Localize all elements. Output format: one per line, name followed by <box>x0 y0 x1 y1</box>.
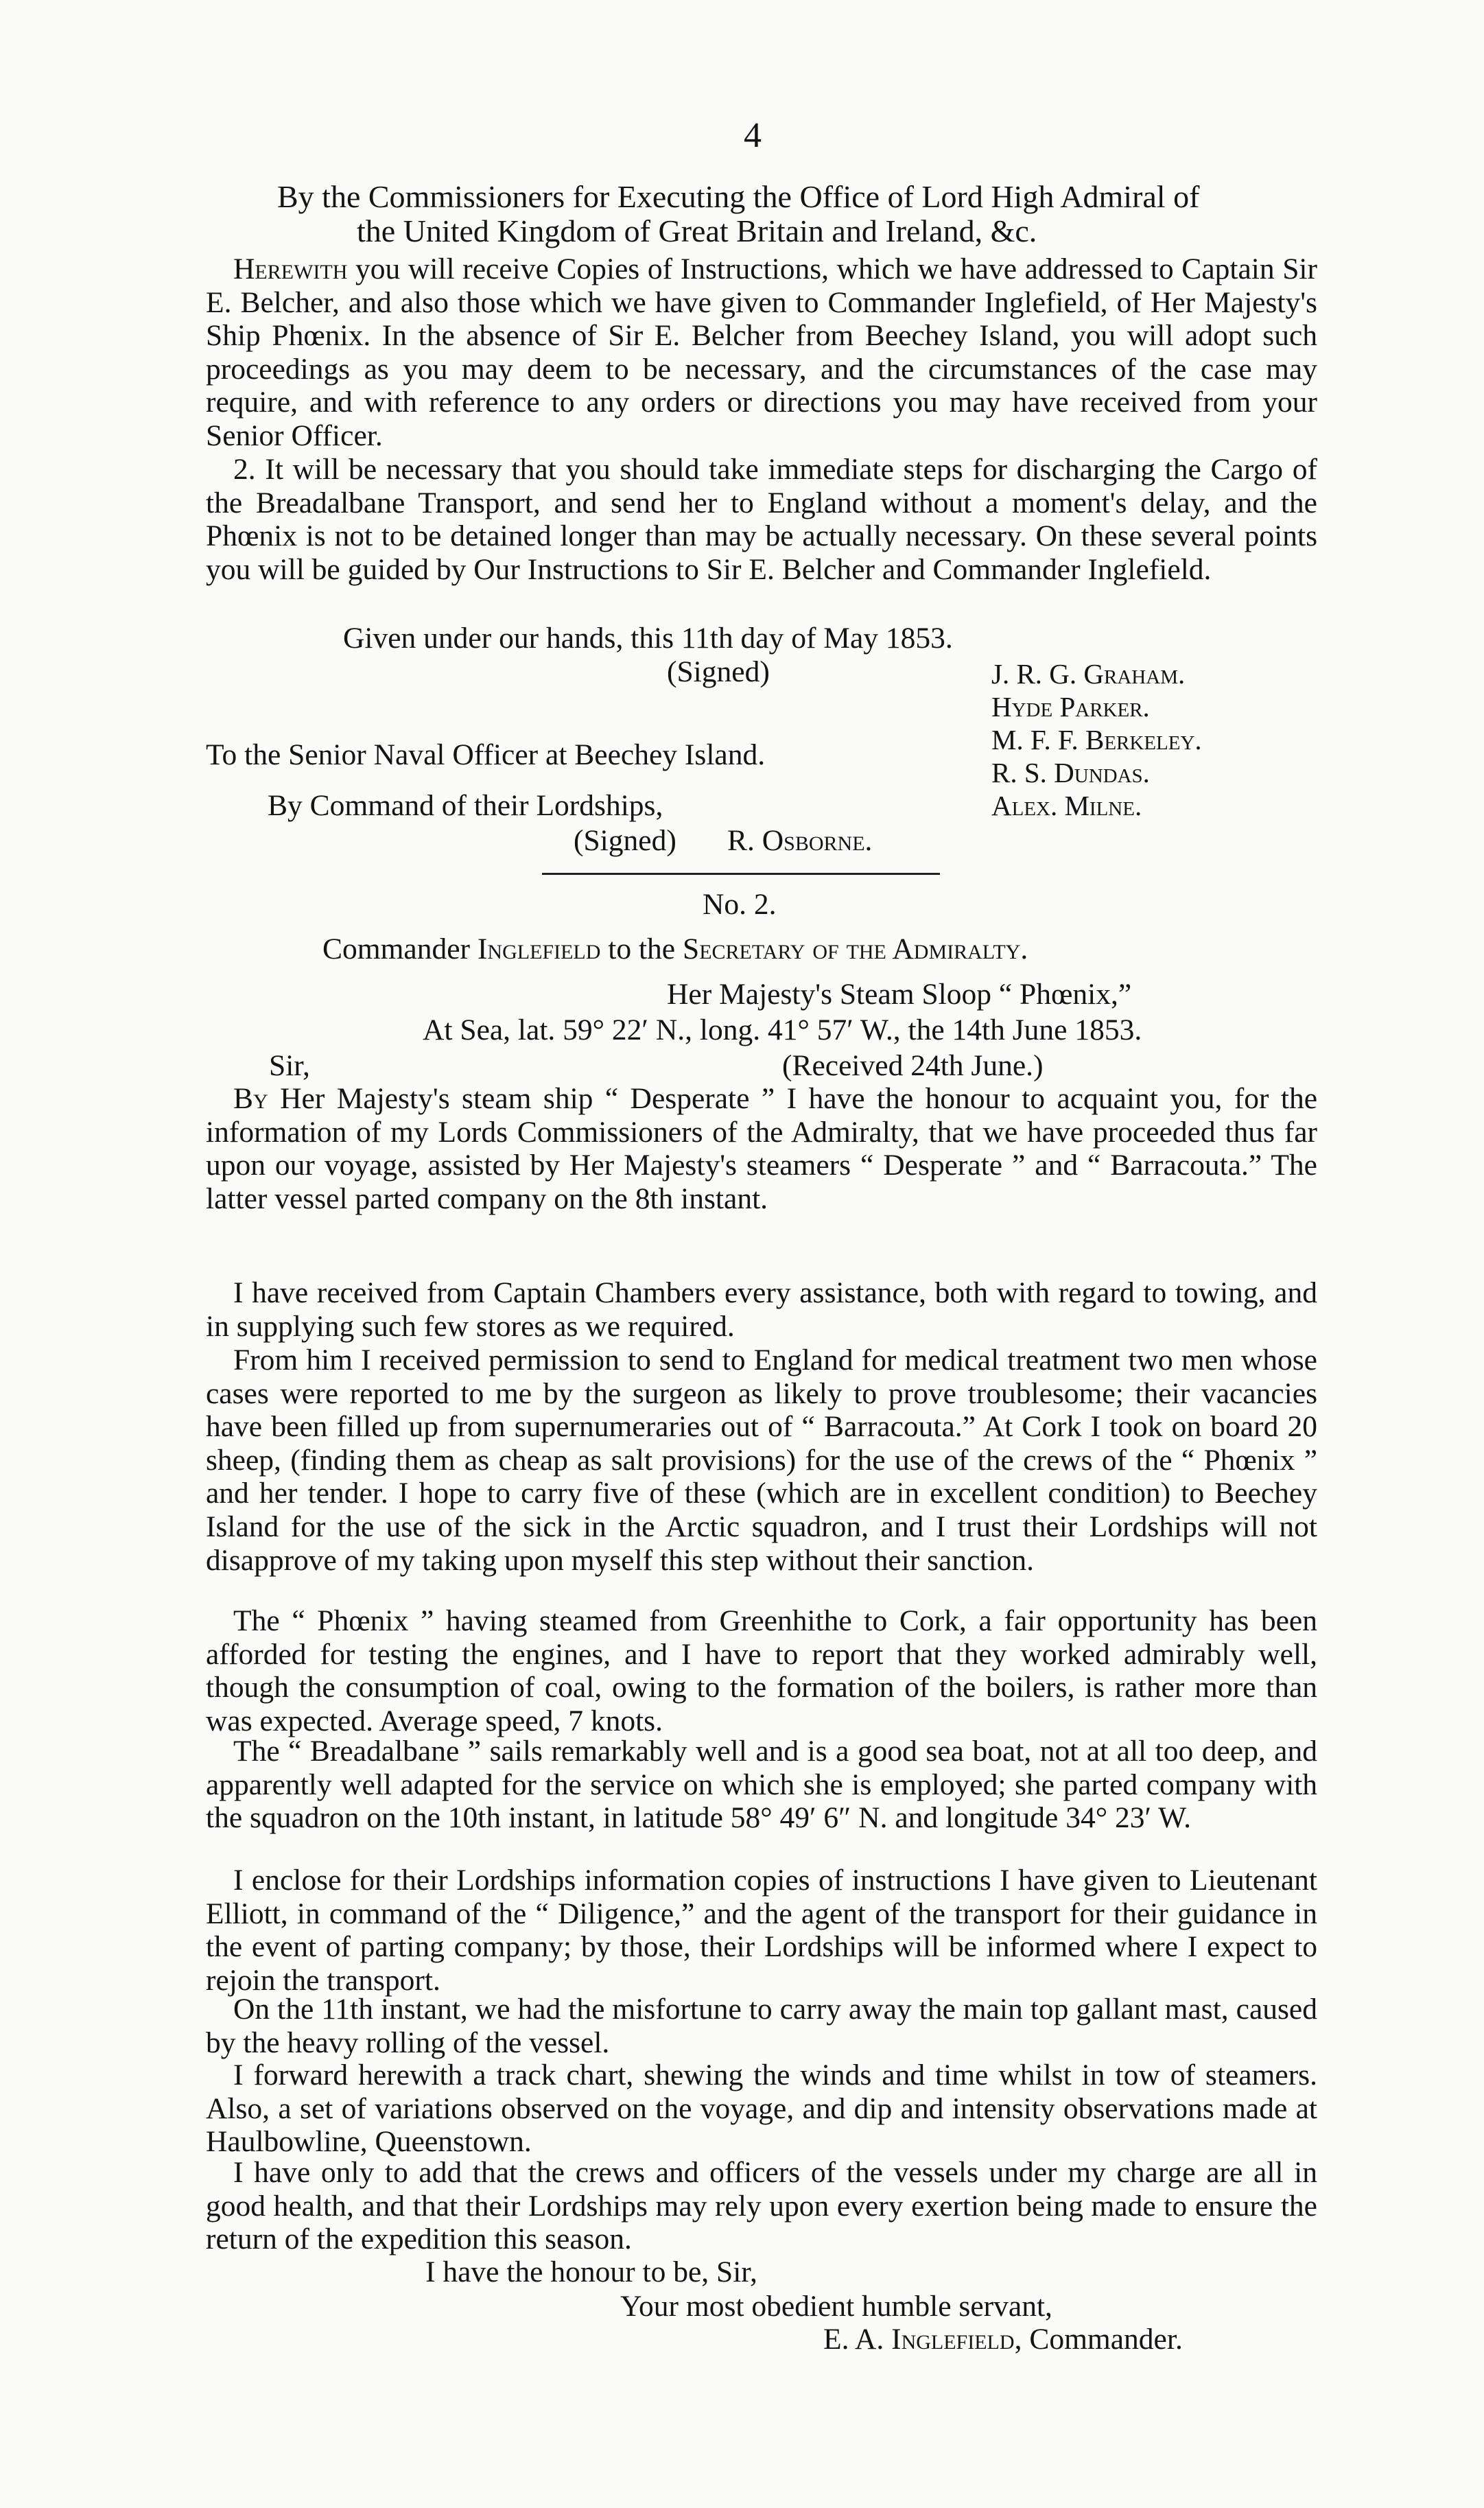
letter-paragraph: On the 11th instant, we had the misfortune to carry away the main top gallant mast, caused by the heavy rolling of the vessel. <box>206 1993 1317 2059</box>
letter-paragraph: I forward herewith a track chart, shewing the winds and time whilst in tow of steamers. Also, a set of variations observed on the voyage, and dip and intensity observations made at Haulbowline, Queenstown. <box>206 2059 1317 2159</box>
addressee-line: To the Senior Naval Officer at Beechey Island. <box>206 738 766 771</box>
letter-paragraph: By Her Majesty's steam ship “ Desperate ” I have the honour to acquaint you, for the information of my Lords Commissioners of the Admiralty, that we have proceeded thus far upon our voyage, assisted by Her Majesty's steamers “ Desperate ” and “ Barracouta.” The latter vessel parted company on the 8th instant. <box>206 1082 1317 1215</box>
received-note: (Received 24th June.) <box>782 1049 1044 1082</box>
section-divider <box>542 873 940 875</box>
letter-title: Commander Inglefield to the Secretary of the Admiralty. <box>322 933 1028 965</box>
letter-heading-line2: the United Kingdom of Great Britain and Ireland, &c. <box>357 213 1037 248</box>
letter-paragraph: The “ Phœnix ” having steamed from Greenhithe to Cork, a fair opportunity has been afforded for testing the engines, and I have to report that they worked admirably well, though the consumption of coal, owing to the formation of the boilers, is rather more than was expected. Average speed, 7 knots. <box>206 1604 1317 1737</box>
signature-line: E. A. Inglefield, Commander. <box>823 2323 1183 2356</box>
paragraph-lead-word: Herewith <box>233 253 348 285</box>
closing-line-1: I have the honour to be, Sir, <box>425 2255 757 2288</box>
letter-paragraph: From him I received permission to send to England for medical treatment two men whose cases were reported to me by the surgeon as likely to prove troublesome; their vacancies have been filled up from supernumeraries out of “ Barracouta.” At Cork I took on board 20 sheep, (finding them as cheap as salt provisions) for the use of the crews of the “ Phœnix ” and her tender. I hope to carry five of these (which are in excellent condition) to Beechey Island for the use of the sick in the Arctic squadron, and I trust their Lordships will not disapprove of my taking upon myself this step without their sanction. <box>206 1344 1317 1577</box>
signatory: Hyde Parker. <box>991 691 1150 723</box>
signed-label: (Signed) <box>667 655 770 688</box>
given-line: Given under our hands, this 11th day of May 1853. <box>343 622 953 655</box>
letter-number: No. 2. <box>703 888 777 921</box>
signatory: Alex. Milne. <box>991 790 1142 821</box>
position-line: At Sea, lat. 59° 22′ N., long. 41° 57′ W., the 14th June 1853. <box>423 1013 1142 1046</box>
letter-paragraph: I enclose for their Lordships information copies of instructions I have given to Lieutenant Elliott, in command of the “ Diligence,” and the agent of the transport for their guidance in the event of parting company; by those, their Lordships will be informed where I expect to rejoin the transport. <box>206 1864 1317 1997</box>
letter-paragraph: I have only to add that the crews and officers of the vessels under my charge are all in good health, and that their Lordships may rely upon every exertion being made to ensure the return of the expedition this season. <box>206 2156 1317 2256</box>
letter-paragraph: I have received from Captain Chambers every assistance, both with regard to towing, and in supplying such few stores as we required. <box>206 1276 1317 1343</box>
signatory: J. R. G. Graham. <box>991 658 1186 690</box>
signatory: R. S. Dundas. <box>991 757 1150 788</box>
signatory: M. F. F. Berkeley. <box>991 724 1202 755</box>
letter-heading-line1: By the Commissioners for Executing the Office of Lord High Admiral of <box>277 179 1200 214</box>
osborne-signature: R. Osborne. <box>727 824 873 857</box>
closing-line-2: Your most obedient humble servant, <box>620 2290 1052 2323</box>
ship-line: Her Majesty's Steam Sloop “ Phœnix,” <box>667 978 1132 1011</box>
signed-label-2: (Signed) <box>574 824 676 857</box>
salutation: Sir, <box>269 1049 310 1082</box>
page-number: 4 <box>744 116 762 155</box>
paragraph-text: you will receive Copies of Instructions, which we have addressed to Captain Sir E. Belcher, and also those which we have given to Commander Inglefield, of Her Majesty's Ship Phœnix. In the absence of Sir E. Belcher from Beechey Island, you will adopt such proceedings as you may deem to be necessary, and the circumstances of the case may require, and with reference to any orders or directions you may have received from your Senior Officer. <box>206 253 1318 452</box>
letter-paragraph: The “ Breadalbane ” sails remarkably well and is a good sea boat, not at all too deep, and apparently well adapted for the service on which she is employed; she parted company with the squadron on the 10th instant, in latitude 58° 49′ 6″ N. and longitude 34° 23′ W. <box>206 1735 1317 1835</box>
by-command-line: By Command of their Lordships, <box>268 789 663 822</box>
paragraph-herewith <box>206 253 1317 453</box>
paragraph-2: 2. It will be necessary that you should take immediate steps for discharging the Cargo of the Breadalbane Transport, and send her to England without a moment's delay, and the Phœnix is not to be detained longer than may be actually necessary. On these several points you will be guided by Our Instructions to Sir E. Belcher and Commander Inglefield. <box>206 453 1317 586</box>
